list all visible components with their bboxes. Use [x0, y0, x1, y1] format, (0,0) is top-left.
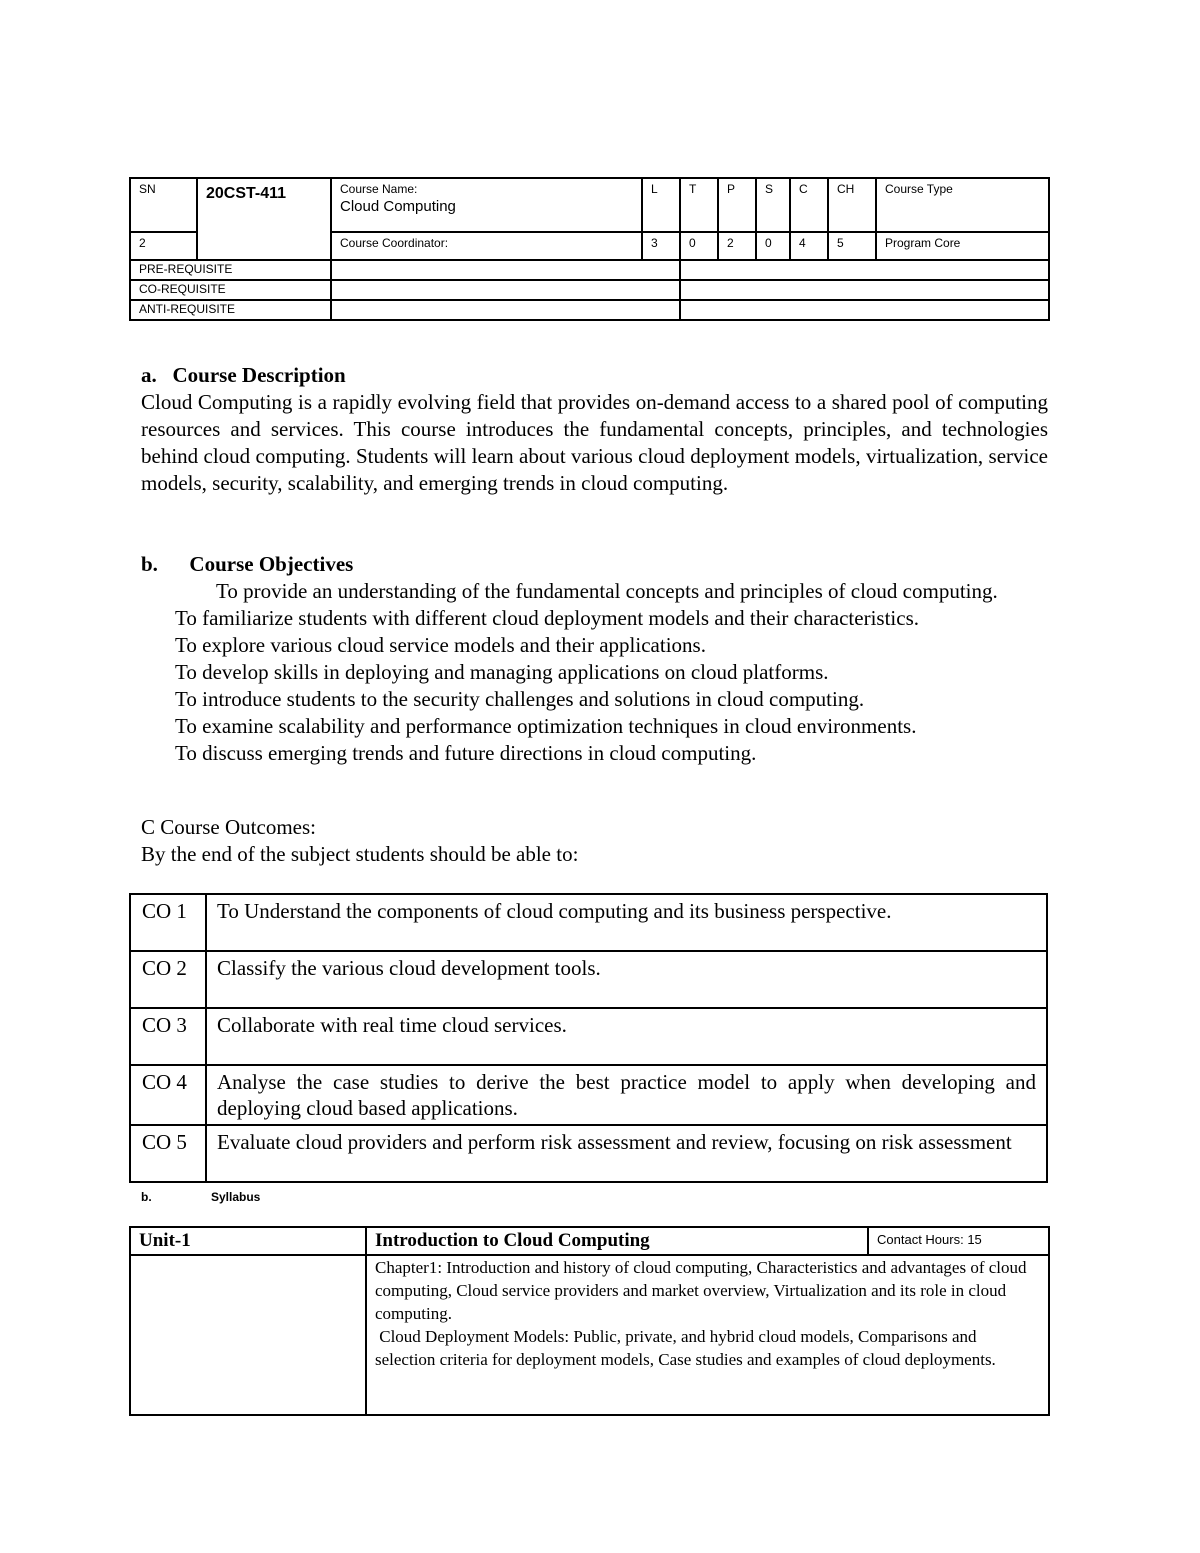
co-text: Evaluate cloud providers and perform risk assessment and review, focusing on risk assessment: [206, 1125, 1047, 1182]
course-description-section: [141, 362, 1048, 497]
col-p: P: [718, 178, 756, 232]
sn-label: SN: [130, 178, 197, 232]
anti-requisite-label: ANTI-REQUISITE: [130, 300, 331, 320]
objective-item-1: To provide an understanding of the fundamental concepts and principles of cloud computing.: [216, 579, 998, 603]
unit-content-p1: Chapter1: Introduction and history of cloud computing, Characteristics and advantages of cloud computing, Cloud service providers and market overview, Virtualization and its role in cloud computing.: [375, 1258, 1027, 1323]
val-t: 0: [680, 232, 718, 260]
col-ch: CH: [828, 178, 876, 232]
contact-hours: Contact Hours: 15: [868, 1227, 1049, 1255]
pre-requisite-value: [331, 260, 680, 280]
co-requisite-label: CO-REQUISITE: [130, 280, 331, 300]
co-requisite-extra: [680, 280, 1049, 300]
co-text: To Understand the components of cloud computing and its business perspective.: [206, 894, 1047, 951]
course-description-heading: a. Course Description: [141, 363, 346, 387]
unit-title: Introduction to Cloud Computing: [366, 1227, 868, 1255]
syllabus-label-text: Syllabus: [211, 1190, 261, 1204]
table-row: [130, 1065, 1047, 1125]
course-type-label: Course Type: [876, 178, 1049, 232]
course-header-table: [129, 177, 1050, 321]
val-s: 0: [756, 232, 790, 260]
co-label: CO 3: [130, 1008, 206, 1065]
course-outcomes-table: [129, 893, 1048, 1183]
co-text: Collaborate with real time cloud services.: [206, 1008, 1047, 1065]
objective-item-6: To examine scalability and performance optimization techniques in cloud environments.: [175, 714, 917, 738]
objective-item-4: To develop skills in deploying and managing applications on cloud platforms.: [175, 660, 829, 684]
col-s: S: [756, 178, 790, 232]
anti-requisite-extra: [680, 300, 1049, 320]
table-row: [130, 1125, 1047, 1182]
course-description-text: Cloud Computing is a rapidly evolving field that provides on-demand access to a shared pool of computing resources and services. This course introduces the fundamental concepts, principles, and technologies behind cloud computing. Students will learn about various cloud deployment models, virtualization, service models, security, scalability, and emerging trends in cloud computing.: [141, 390, 1048, 495]
pre-requisite-label: PRE-REQUISITE: [130, 260, 331, 280]
course-type-value: Program Core: [876, 232, 1049, 260]
pre-requisite-extra: [680, 260, 1049, 280]
course-outcomes-section: [141, 814, 1048, 868]
val-p: 2: [718, 232, 756, 260]
co-requisite-value: [331, 280, 680, 300]
co-label: CO 2: [130, 951, 206, 1008]
co-label: CO 5: [130, 1125, 206, 1182]
table-row: [130, 1008, 1047, 1065]
course-name-cell: [331, 178, 642, 232]
objective-item-2: To familiarize students with different cloud deployment models and their characteristics.: [175, 606, 919, 630]
sn-value: 2: [130, 232, 197, 260]
syllabus-label: [141, 1190, 260, 1204]
val-ch: 5: [828, 232, 876, 260]
course-objectives-heading: b. Course Objectives: [141, 552, 354, 576]
course-outcomes-intro: By the end of the subject students should be able to:: [141, 842, 579, 866]
syllabus-table: [129, 1226, 1050, 1416]
course-objectives-section: [141, 551, 1048, 767]
val-c: 4: [790, 232, 828, 260]
objective-item-5: To introduce students to the security challenges and solutions in cloud computing.: [175, 687, 865, 711]
co-text: Classify the various cloud development tools.: [206, 951, 1047, 1008]
unit-empty-cell: [130, 1255, 366, 1415]
course-coordinator-label: Course Coordinator:: [331, 232, 642, 260]
col-l: L: [642, 178, 680, 232]
course-outcomes-heading: C Course Outcomes:: [141, 815, 316, 839]
co-label: CO 4: [130, 1065, 206, 1125]
syllabus-label-prefix: b.: [141, 1190, 152, 1204]
col-c: C: [790, 178, 828, 232]
unit-content: [366, 1255, 1049, 1415]
table-row: [130, 951, 1047, 1008]
course-name-label: Course Name:: [340, 182, 418, 196]
course-code: 20CST-411: [197, 178, 331, 260]
objective-item-7: To discuss emerging trends and future directions in cloud computing.: [175, 741, 757, 765]
anti-requisite-value: [331, 300, 680, 320]
course-name: Cloud Computing: [340, 198, 456, 216]
unit-label: Unit-1: [130, 1227, 366, 1255]
col-t: T: [680, 178, 718, 232]
val-l: 3: [642, 232, 680, 260]
objective-item-3: To explore various cloud service models and their applications.: [175, 633, 706, 657]
co-label: CO 1: [130, 894, 206, 951]
unit-content-p2: Cloud Deployment Models: Public, private, and hybrid cloud models, Comparisons and selection criteria for deployment models, Case studies and examples of cloud deployments.: [375, 1327, 996, 1369]
co-text: Analyse the case studies to derive the best practice model to apply when developing and deploying cloud based applications.: [206, 1065, 1047, 1125]
table-row: [130, 894, 1047, 951]
